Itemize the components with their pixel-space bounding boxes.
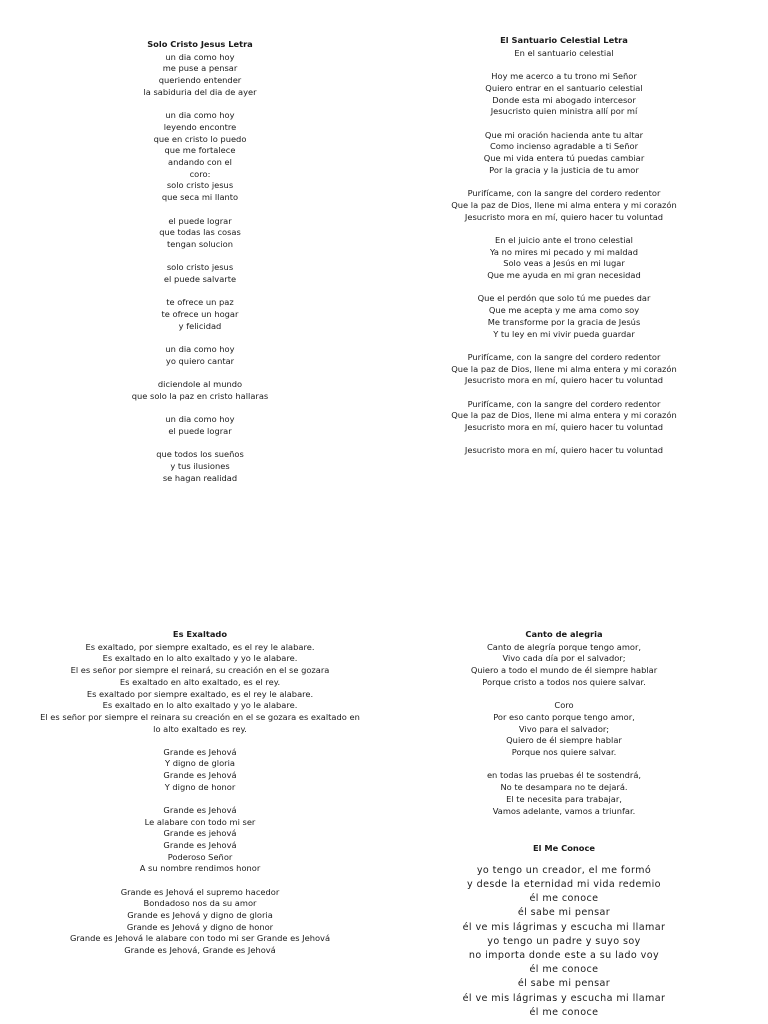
lyric-line: Vivo cada día por el salvador; [502,653,626,664]
lyric-stanza [100,297,300,332]
lyric-line: El es señor por siempre el reinara su creación en el se gozara es exaltado en [40,711,360,722]
lyric-stanza [424,130,704,177]
lyric-line: Purifícame, con la sangre del cordero redentor [467,351,661,362]
lyric-line: él ve mis lágrimas y escucha mi llamar [462,992,666,1004]
lyric-stanza [100,262,300,285]
lyric-line: Es exaltado en lo alto exaltado y yo le alabare. [102,653,298,664]
song-title: Canto de alegria [525,629,603,639]
lyric-line: Jesucristo mora en mí, quiero hacer tu voluntad [464,422,664,433]
song-canto-de-alegria [424,629,704,817]
lyric-line: Donde esta mi abogado intercesor [492,94,636,105]
lyric-line: Grande es Jehová [163,804,237,815]
lyric-line: no importa donde este a su lado voy [468,949,660,961]
lyric-line: yo tengo un padre y suyo soy [487,935,641,947]
lyric-line: Quiero de él siempre hablar [506,735,622,746]
lyric-line: Y digno de honor [164,781,236,792]
lyric-line: te ofrece un hogar [161,309,239,320]
lyric-line: Grande es Jehová [163,840,237,851]
lyric-line: Le alabare con todo mi ser [144,816,256,827]
lyric-line: El te necesita para trabajar, [506,793,622,804]
lyric-stanza [20,887,380,957]
lyric-stanza [100,344,300,367]
lyric-line: Grande es Jehová el supremo hacedor [120,886,280,897]
lyric-line: yo quiero cantar [165,355,235,366]
lyric-line: Y digno de gloria [165,758,235,769]
lyric-line: que solo la paz en cristo hallaras [131,391,269,401]
lyric-line: Es exaltado en lo alto exaltado y yo le alabare. [102,700,298,711]
lyric-line: Que la paz de Dios, llene mi alma entera y mi corazón [451,410,677,421]
lyric-line: Grande es Jehová y digno de honor [126,921,274,932]
song-santuario-celestial [424,35,704,457]
lyric-line: y felicidad [178,320,222,331]
lyric-line: Es exaltado en alto exaltado, es el rey. [119,676,281,687]
lyric-stanza [100,110,300,204]
lyric-line: yo tengo un creador, el me formó [476,864,652,876]
lyric-line: que todos los sueños [156,449,244,460]
lyric-line: en todas las pruebas él te sostendrá, [486,770,642,781]
song-title: Es Exaltado [172,629,228,639]
lyric-line: Por eso canto porque tengo amor, [493,711,635,722]
lyric-line: que todas las cosas [159,227,241,238]
lyric-line: me puse a pensar [162,63,238,74]
lyric-line: Por la gracia y la justicia de tu amor [489,164,639,175]
lyric-stanza [100,449,300,484]
song-title: El Santuario Celestial Letra [500,35,628,45]
lyric-line: Y tu ley en mi vivir pueda guardar [493,328,635,339]
lyric-stanza [100,216,300,251]
lyric-line: Ya no mires mi pecado y mi maldad [490,246,638,257]
lyric-line: Porque nos quiere salvar. [511,747,617,758]
lyric-line: el puede salvarte [163,274,237,285]
lyric-line: Que me acepta y me ama como soy [488,305,640,316]
lyric-stanza [424,188,704,223]
lyric-line: él me conoce [529,893,599,905]
song-el-me-conoce [424,843,704,1020]
lyric-line: leyendo encontre [163,121,237,132]
lyric-line: solo cristo jesus [166,262,234,273]
song-es-exaltado [20,629,380,957]
lyric-line: No te desampara no te dejará. [500,782,628,793]
lyric-line: Porque cristo a todos nos quiere salvar. [482,676,646,687]
song-lyrics [424,864,704,1020]
lyric-line: Es exaltado, por siempre exaltado, es el rey le alabare. [85,641,315,652]
lyric-stanza [424,445,704,457]
lyric-line: que me fortalece [164,145,236,156]
song-lyrics [100,52,300,485]
lyric-stanza [424,235,704,282]
lyric-line: A su nombre rendimos honor [139,863,261,874]
lyric-line: un dia como hoy [165,414,235,425]
lyric-line: lo alto exaltado es rey. [153,723,247,734]
lyric-stanza [100,379,300,402]
lyric-line: Hoy me acerco a tu trono mi Señor [491,71,637,82]
lyric-line: que en cristo lo puedo [153,133,247,144]
lyric-line: Que me ayuda en mi gran necesidad [487,270,641,280]
lyric-line: que seca mi llanto [161,192,239,203]
lyric-stanza [100,414,300,437]
lyric-line: andando con el [168,157,232,168]
lyric-line: Vivo para el salvador; [518,723,610,734]
lyric-line: un dia como hoy [165,110,235,121]
lyric-line: Canto de alegría porque tengo amor, [486,641,642,652]
lyric-line: Quiero a todo el mundo de él siempre hablar [470,665,658,676]
lyric-line: Quiero entrar en el santuario celestial [485,82,643,93]
lyric-line: Que mi vida entera tú puedas cambiar [483,153,645,163]
lyric-line: la sabiduria del dia de ayer [143,86,257,97]
lyric-stanza [424,48,704,60]
lyric-line: Solo veas a Jesús en mi lugar [503,258,625,269]
lyric-line: Purifícame, con la sangre del cordero redentor [467,188,661,199]
lyric-line: y desde la eternidad mi vida redemio [467,878,661,890]
lyric-line: Grande es Jehová [163,770,237,781]
lyric-line: él me conoce [529,1006,599,1018]
lyric-line: él sabe mi pensar [517,907,611,919]
song-solo-cristo-jesus [100,39,300,485]
lyric-stanza [20,747,380,794]
lyric-line: Que el perdón que solo tú me puedes dar [477,293,651,304]
lyric-line: él sabe mi pensar [517,978,611,990]
song-lyrics [424,642,704,818]
lyric-line: Que la paz de Dios, llene mi alma entera y mi corazón [451,199,677,210]
lyric-line: Que mi oración hacienda ante tu altar [484,129,644,140]
lyric-line: Jesucristo mora en mí, quiero hacer tu voluntad [464,211,664,222]
lyric-line: un dia como hoy [165,51,235,62]
lyric-line: Es exaltado por siempre exaltado, es el rey le alabare. [86,688,314,699]
lyric-stanza [20,642,380,736]
song-lyrics [20,642,380,957]
lyric-line: Vamos adelante, vamos a triunfar. [492,805,636,816]
lyric-stanza [100,52,300,99]
lyric-line: En el santuario celestial [514,47,614,58]
lyric-line: coro: [189,168,211,179]
lyric-line: Grande es Jehová [163,746,237,757]
lyric-line: él ve mis lágrimas y escucha mi llamar [462,921,666,933]
lyric-line: diciendole al mundo [157,379,243,390]
lyric-stanza [424,399,704,434]
song-lyrics [424,48,704,457]
lyric-line: y tus ilusiones [170,461,230,472]
lyric-line: él me conoce [529,964,599,976]
lyric-line: Me transforme por la gracia de Jesús [487,316,641,327]
lyric-stanza [424,352,704,387]
lyric-stanza [424,71,704,118]
lyric-line: Coro [554,700,574,711]
lyric-line: Grande es Jehová, Grande es Jehová [124,945,276,956]
lyric-line: Jesucristo mora en mí, quiero hacer tu voluntad [464,445,664,456]
lyric-line: Grande es Jehová le alabare con todo mi ser Grande es Jehová [69,933,331,944]
lyric-line: solo cristo jesus [166,180,234,191]
lyric-line: Poderoso Señor [167,851,233,862]
lyric-line: Grande es jehová [163,828,237,839]
lyric-stanza [424,642,704,689]
lyric-line: te ofrece un paz [166,297,234,308]
lyric-line: Jesucristo mora en mí, quiero hacer tu voluntad [464,375,664,386]
lyric-line: se hagan realidad [162,472,238,483]
lyric-line: Bondadoso nos da su amor [143,898,257,909]
lyric-line: Que la paz de Dios, llene mi alma entera y mi corazón [451,363,677,374]
lyric-stanza [424,293,704,340]
lyric-line: Grande es Jehová y digno de gloria [127,909,273,920]
lyric-line: el puede lograr [168,215,232,226]
lyric-line: el puede lograr [168,426,232,437]
song-title: El Me Conoce [532,843,596,853]
lyric-line: un dia como hoy [165,344,235,355]
lyric-line: En el juicio ante el trono celestial [495,234,633,245]
lyric-line: El es señor por siempre el reinará, su creación en el se gozara [70,665,330,676]
lyric-line: tengan solucion [166,238,234,249]
lyric-line: Purifícame, con la sangre del cordero redentor [467,398,661,409]
lyric-line: Como incienso agradable a ti Señor [489,141,639,152]
lyric-stanza [20,805,380,875]
lyric-stanza [424,770,704,817]
lyric-line: Jesucristo quien ministra allí por mí [490,106,638,117]
lyric-line: queriendo entender [158,75,242,86]
lyric-stanza [424,700,704,759]
song-title: Solo Cristo Jesus Letra [147,39,253,49]
